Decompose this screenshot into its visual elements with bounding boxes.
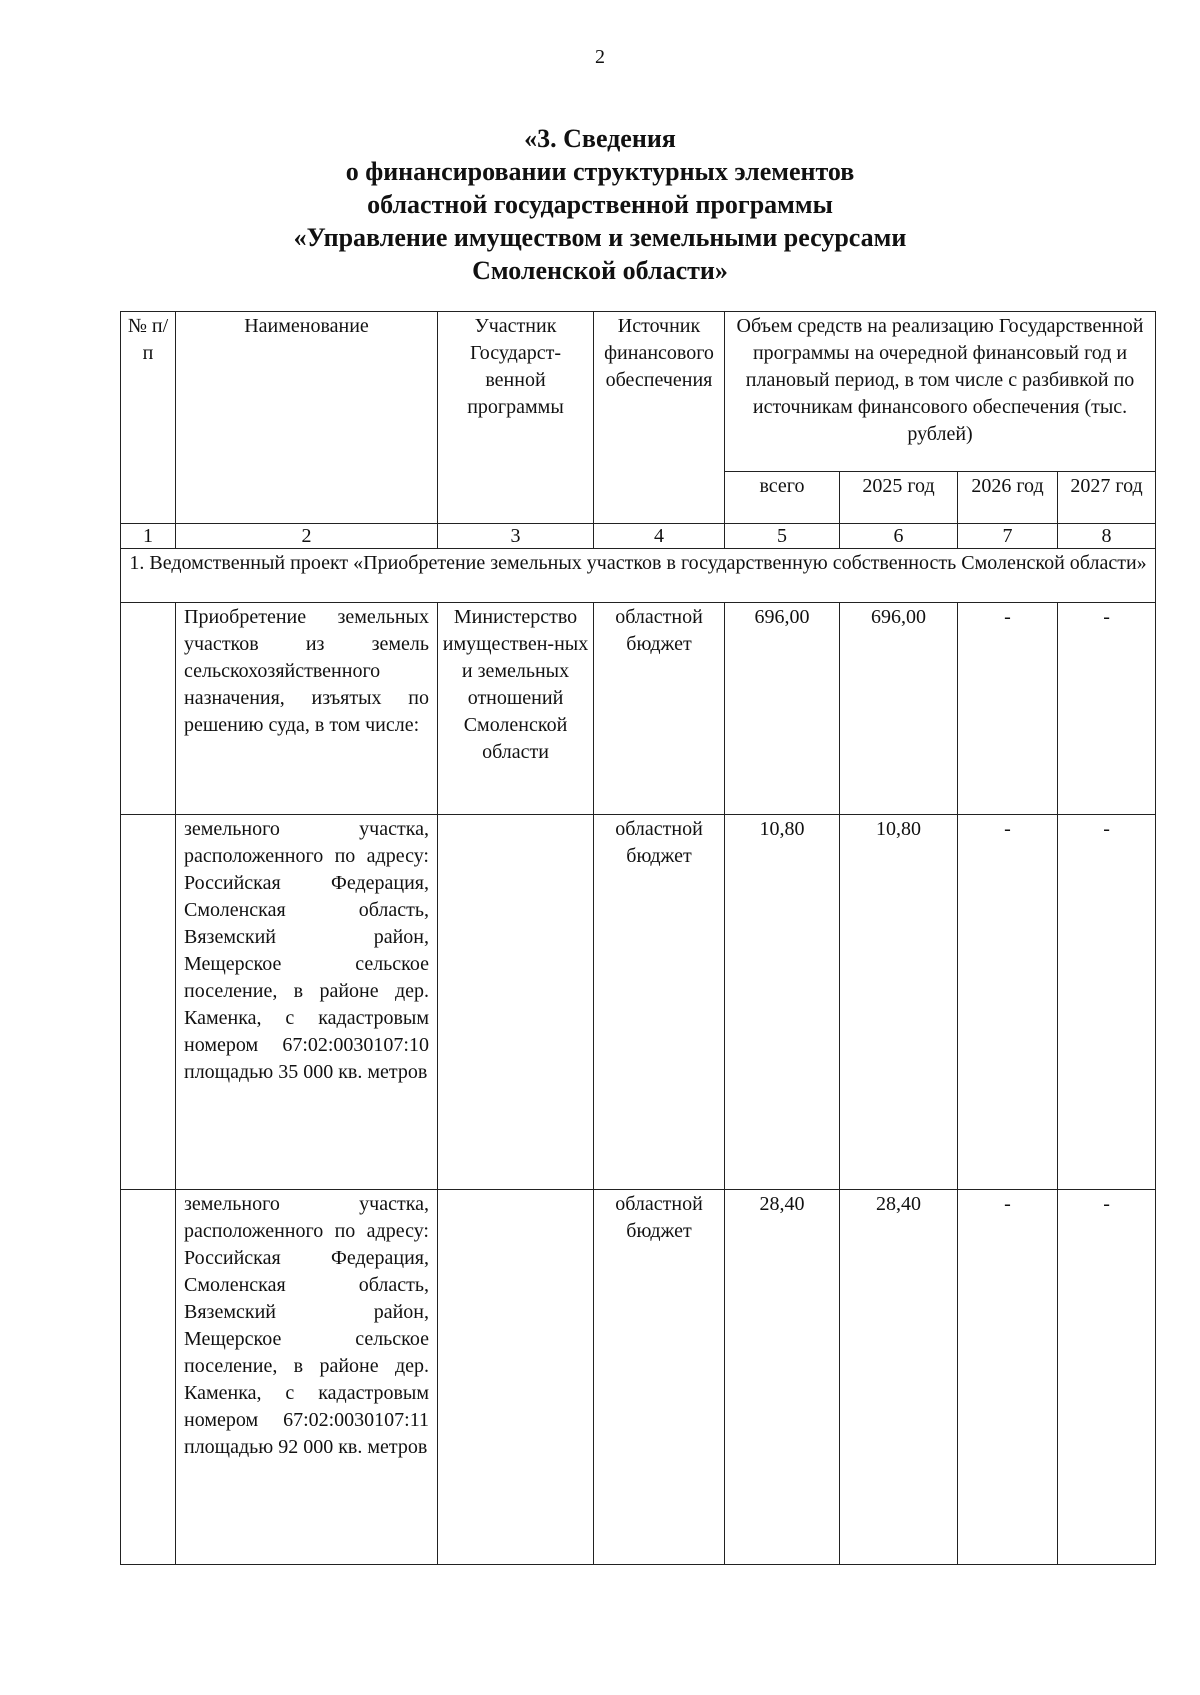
table-row	[121, 603, 1156, 815]
title-line-2: о финансировании структурных элементов	[345, 157, 855, 186]
title-line-5: Смоленской области»	[472, 256, 728, 285]
row-2025: 28,40	[840, 1190, 958, 1565]
row-total: 696,00	[725, 603, 840, 815]
row-2026: -	[958, 603, 1058, 815]
header-name: Наименование	[176, 312, 438, 524]
title-line-4: «Управление имуществом и земельными ресурсами	[293, 223, 907, 252]
header-source: Источник финансового обеспечения	[594, 312, 725, 524]
header-2027: 2027 год	[1058, 472, 1156, 524]
col-number: 7	[958, 524, 1058, 549]
header-total: всего	[725, 472, 840, 524]
table-row	[121, 815, 1156, 1190]
header-participant: Участник Государст-венной программы	[438, 312, 594, 524]
row-num-cell	[121, 815, 176, 1190]
header-2025: 2025 год	[840, 472, 958, 524]
row-name: земельного участка, расположенного по адресу: Российская Федерация, Смоленская область, Вяземский район, Мещерское сельское поселение, в районе дер. Каменка, с кадастровым номером 67:02:0030107:10 площадью 35 000 кв. метров	[176, 815, 438, 1190]
row-participant	[438, 1190, 594, 1565]
row-2025: 696,00	[840, 603, 958, 815]
col-number: 1	[121, 524, 176, 549]
title-line-3: областной государственной программы	[367, 190, 833, 219]
col-number: 8	[1058, 524, 1156, 549]
row-source: областной бюджет	[594, 1190, 725, 1565]
row-2025: 10,80	[840, 815, 958, 1190]
row-name: Приобретение земельных участков из земель сельскохозяйственного назначения, изъятых по решению суда, в том числе:	[176, 603, 438, 815]
row-total: 28,40	[725, 1190, 840, 1565]
section-title: 1. Ведомственный проект «Приобретение земельных участков в государственную собственность Смоленской области»	[121, 549, 1156, 603]
row-total: 10,80	[725, 815, 840, 1190]
row-num-cell	[121, 603, 176, 815]
col-number: 4	[594, 524, 725, 549]
financing-table	[120, 311, 1156, 1565]
column-numbers-row	[121, 524, 1156, 549]
document-title	[150, 122, 1050, 287]
page-number: 2	[595, 46, 605, 68]
header-2026: 2026 год	[958, 472, 1058, 524]
col-number: 5	[725, 524, 840, 549]
header-volume: Объем средств на реализацию Государственной программы на очередной финансовый год и плановый период, в том числе с разбивкой по источникам финансового обеспечения (тыс. рублей)	[725, 312, 1156, 472]
header-row	[121, 312, 1156, 472]
row-2026: -	[958, 815, 1058, 1190]
col-number: 6	[840, 524, 958, 549]
row-participant: Министерство имуществен-ных и земельных отношений Смоленской области	[438, 603, 594, 815]
col-number: 3	[438, 524, 594, 549]
row-source: областной бюджет	[594, 603, 725, 815]
row-source: областной бюджет	[594, 815, 725, 1190]
title-line-1: «3. Сведения	[524, 124, 676, 153]
header-num: № п/п	[121, 312, 176, 524]
table-row	[121, 1190, 1156, 1565]
row-participant	[438, 815, 594, 1190]
row-2026: -	[958, 1190, 1058, 1565]
row-name: земельного участка, расположенного по адресу: Российская Федерация, Смоленская область, Вяземский район, Мещерское сельское поселение, в районе дер. Каменка, с кадастровым номером 67:02:0030107:11 площадью 92 000 кв. метров	[176, 1190, 438, 1565]
row-2027: -	[1058, 603, 1156, 815]
section-row	[121, 549, 1156, 603]
row-2027: -	[1058, 1190, 1156, 1565]
row-num-cell	[121, 1190, 176, 1565]
col-number: 2	[176, 524, 438, 549]
row-2027: -	[1058, 815, 1156, 1190]
